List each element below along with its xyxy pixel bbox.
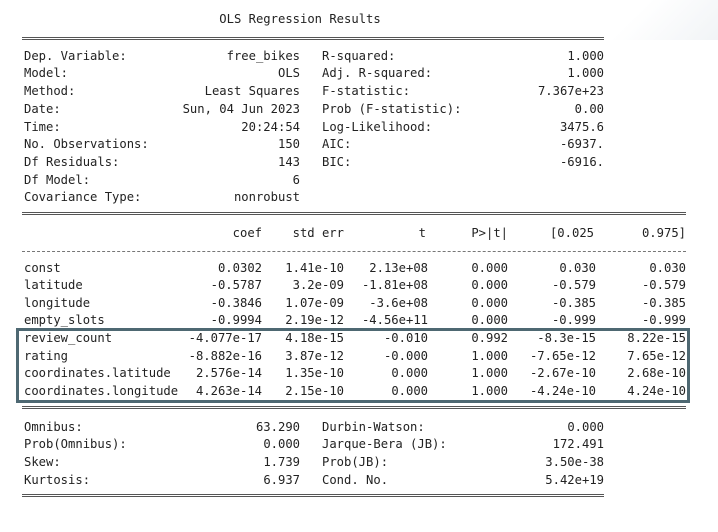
results-title: OLS Regression Results (219, 12, 381, 26)
summary-value: free_bikes (226, 49, 300, 63)
summary-label: Prob (F-statistic): (322, 102, 462, 116)
p-value: 0.000 (471, 261, 508, 275)
summary-label: Time: (24, 120, 61, 134)
summary-value: OLS (277, 66, 300, 80)
t-value: 2.13e+08 (369, 261, 428, 275)
ci-high-value: 7.65e-12 (627, 349, 686, 363)
summary-label: Method: (24, 84, 76, 98)
diag-value: 0.000 (263, 437, 300, 451)
ci-high-value: 4.24e-10 (627, 384, 686, 398)
summary-value: Least Squares (204, 84, 300, 98)
ci-low-value: -0.999 (551, 313, 596, 327)
summary-label: Dep. Variable: (24, 49, 127, 63)
coef-value: 0.0302 (217, 261, 262, 275)
t-value: -4.56e+11 (361, 313, 428, 327)
std-err-value: 4.18e-15 (285, 331, 344, 345)
diag-value: 3.50e-38 (545, 455, 604, 469)
p-value: 1.000 (471, 366, 508, 380)
summary-value: 150 (277, 137, 300, 151)
std-err-value: 1.41e-10 (285, 261, 344, 275)
summary-label: Log-Likelihood: (322, 120, 433, 134)
p-value: 0.000 (471, 296, 508, 310)
diag-label: Prob(JB): (322, 455, 389, 469)
summary-value: -6937. (559, 137, 604, 151)
summary-label: BIC: (322, 155, 352, 169)
coef-header: P>|t| (471, 226, 508, 240)
p-value: 0.992 (471, 331, 508, 345)
diag-label: Prob(Omnibus): (24, 437, 127, 451)
coef-row-name: coordinates.latitude (24, 366, 171, 380)
std-err-value: 2.19e-12 (285, 313, 344, 327)
ci-high-value: 0.030 (649, 261, 686, 275)
bottom-rule (22, 494, 604, 497)
p-value: 0.000 (471, 278, 508, 292)
coef-value: -0.9994 (210, 313, 262, 327)
coef-header: coef (232, 226, 262, 240)
summary-label: No. Observations: (24, 137, 149, 151)
summary-label: Covariance Type: (24, 190, 142, 204)
diag-value: 1.739 (263, 455, 300, 469)
summary-label: Date: (24, 102, 61, 116)
coef-top-rule (22, 212, 686, 215)
top-rule (22, 37, 604, 40)
std-err-value: 1.07e-09 (285, 296, 344, 310)
summary-value: 3475.6 (559, 120, 604, 134)
t-value: 0.000 (391, 366, 428, 380)
ci-low-value: -8.3e-15 (537, 331, 596, 345)
summary-label: Adj. R-squared: (322, 66, 433, 80)
coef-row-name: rating (24, 349, 69, 363)
t-value: 0.000 (391, 384, 428, 398)
diag-label: Jarque-Bera (JB): (322, 437, 447, 451)
diag-value: 5.42e+19 (545, 473, 604, 487)
ci-high-value: -0.385 (641, 296, 686, 310)
coef-header: 0.975] (641, 226, 686, 240)
coef-value: 2.576e-14 (195, 366, 262, 380)
coef-value: -0.3846 (210, 296, 262, 310)
ci-low-value: -2.67e-10 (529, 366, 596, 380)
coef-row-name: review_count (24, 331, 113, 345)
highlight-box (16, 328, 690, 403)
summary-label: AIC: (322, 137, 352, 151)
summary-value: 1.000 (567, 49, 604, 63)
diag-label: Kurtosis: (24, 473, 91, 487)
coef-header: std err (292, 226, 344, 240)
summary-label: Model: (24, 66, 69, 80)
std-err-value: 1.35e-10 (285, 366, 344, 380)
summary-label: Df Model: (24, 173, 91, 187)
coef-header: [0.025 (549, 226, 594, 240)
diag-label: Omnibus: (24, 420, 83, 434)
diag-value: 0.000 (567, 420, 604, 434)
p-value: 0.000 (471, 313, 508, 327)
p-value: 1.000 (471, 384, 508, 398)
coef-value: 4.263e-14 (195, 384, 262, 398)
summary-value: 6 (292, 173, 300, 187)
summary-label: F-statistic: (322, 84, 411, 98)
summary-value: 0.00 (574, 102, 604, 116)
diag-label: Durbin-Watson: (322, 420, 425, 434)
ci-low-value: -4.24e-10 (529, 384, 596, 398)
ci-high-value: 2.68e-10 (627, 366, 686, 380)
coef-value: -4.077e-17 (188, 331, 262, 345)
coef-header: t (418, 226, 426, 240)
ci-high-value: -0.579 (641, 278, 686, 292)
summary-value: 7.367e+23 (537, 84, 604, 98)
summary-value: 20:24:54 (241, 120, 300, 134)
coef-value: -0.5787 (210, 278, 262, 292)
coef-row-name: coordinates.longitude (24, 384, 179, 398)
diag-value: 6.937 (263, 473, 300, 487)
summary-value: nonrobust (233, 190, 300, 204)
coef-row-name: latitude (24, 278, 83, 292)
coef-row-name: const (24, 261, 61, 275)
ci-low-value: -7.65e-12 (529, 349, 596, 363)
summary-value: 143 (277, 155, 300, 169)
summary-label: Df Residuals: (24, 155, 120, 169)
t-value: -3.6e+08 (369, 296, 428, 310)
coef-row-name: longitude (24, 296, 91, 310)
summary-value: 1.000 (567, 66, 604, 80)
diag-label: Cond. No. (322, 473, 389, 487)
summary-value: -6916. (559, 155, 604, 169)
coef-row-name: empty_slots (24, 313, 105, 327)
ci-low-value: -0.579 (551, 278, 596, 292)
std-err-value: 3.87e-12 (285, 349, 344, 363)
diag-value: 172.491 (552, 437, 604, 451)
t-value: -1.81e+08 (361, 278, 428, 292)
summary-value: Sun, 04 Jun 2023 (182, 102, 300, 116)
ci-low-value: 0.030 (559, 261, 596, 275)
ci-high-value: -0.999 (641, 313, 686, 327)
ci-low-value: -0.385 (551, 296, 596, 310)
t-value: -0.000 (383, 349, 428, 363)
p-value: 1.000 (471, 349, 508, 363)
t-value: -0.010 (383, 331, 428, 345)
summary-label: R-squared: (322, 49, 396, 63)
diag-label: Skew: (24, 455, 61, 469)
std-err-value: 3.2e-09 (292, 278, 344, 292)
std-err-value: 2.15e-10 (285, 384, 344, 398)
coef-header-dashes (22, 251, 686, 252)
ci-high-value: 8.22e-15 (627, 331, 686, 345)
coef-value: -8.882e-16 (188, 349, 262, 363)
diag-value: 63.290 (255, 420, 300, 434)
coef-bottom-rule (22, 406, 686, 409)
